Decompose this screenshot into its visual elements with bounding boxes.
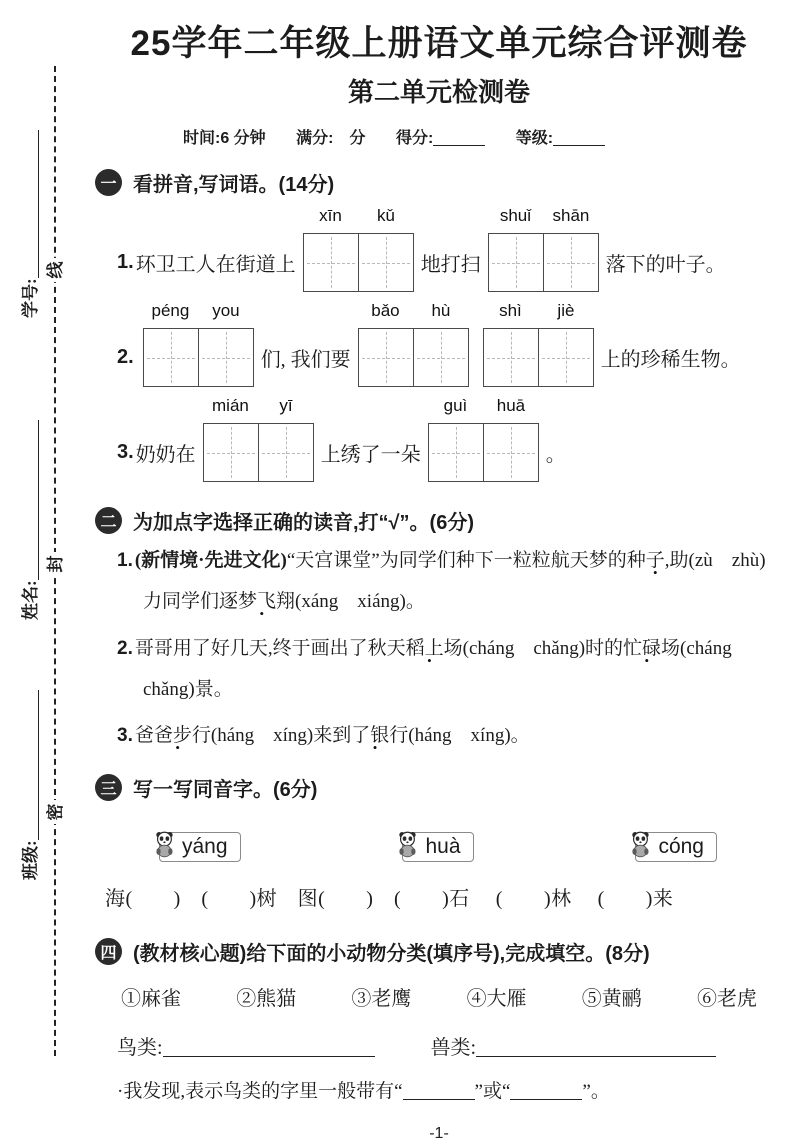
- writing-grid: [143, 301, 254, 387]
- sentence-segment: “天宫课堂”为同学们种下一粒粒航天梦的种子,: [286, 550, 670, 571]
- page-number: -1-: [429, 1125, 449, 1143]
- character-cell[interactable]: [538, 329, 593, 386]
- pinyin-syllable: guì: [443, 396, 468, 415]
- classification-blanks-row: [117, 1031, 783, 1060]
- character-cell[interactable]: [484, 329, 538, 386]
- sentence-text: 上绣了一朵: [320, 444, 421, 466]
- pinyin-tag-label: huà: [425, 835, 461, 859]
- item-number: 3.: [117, 725, 133, 747]
- character-grid: [203, 423, 314, 482]
- discovery-sentence: [117, 1076, 783, 1103]
- test-paper: [95, 0, 783, 1143]
- character-grid: [488, 233, 599, 292]
- discovery-blank-2[interactable]: [510, 1080, 582, 1100]
- writing-grid: [358, 301, 469, 387]
- dotted-character: 场: [443, 637, 463, 659]
- section-2-header: [95, 506, 783, 535]
- pinyin-label-row: [203, 396, 314, 416]
- pinyin-label-row: [143, 301, 254, 321]
- student-name-label: 姓名:: [21, 580, 40, 620]
- writing-grid: [303, 206, 414, 292]
- pinyin-syllable: hù: [431, 301, 451, 320]
- paper-title: 25学年二年级上册语文单元综合评测卷: [130, 24, 748, 63]
- pinyin-syllable: bǎo: [371, 301, 400, 320]
- sentence-segment: (háng xíng)。: [408, 725, 530, 747]
- writing-grid: [488, 206, 599, 292]
- character-cell[interactable]: [258, 424, 313, 481]
- character-cell[interactable]: [359, 329, 413, 386]
- sentence-text: 们, 我们要: [260, 349, 351, 371]
- pronunciation-choice-item: [117, 629, 783, 711]
- section-1-title: 看拼音,写词语。(14分): [133, 174, 335, 196]
- section-1-number-badge: 一: [95, 169, 122, 196]
- sentence-segment: (cháng chǎng)景。: [143, 637, 751, 700]
- character-cell[interactable]: [489, 234, 543, 291]
- pinyin-syllable: shān: [552, 206, 590, 225]
- score-info-line: [183, 125, 783, 148]
- class-blank[interactable]: [21, 690, 39, 840]
- section-2-body: [95, 541, 783, 757]
- character-grid: [483, 328, 594, 387]
- beast-category-blank[interactable]: [476, 1036, 716, 1057]
- class-label: 班级:: [21, 840, 40, 880]
- character-cell[interactable]: [144, 329, 198, 386]
- section-3-title: 写一写同音字。(6分): [133, 779, 318, 802]
- bird-category-label: 鸟类:: [117, 1037, 163, 1060]
- dotted-character: 行: [389, 725, 409, 747]
- pinyin-label-row: [358, 301, 469, 321]
- character-cell[interactable]: [429, 424, 483, 481]
- pinyin-writing-item: [117, 206, 783, 292]
- paper-subtitle: 第二单元检测卷: [347, 77, 530, 107]
- student-id-label: 学号:: [21, 278, 40, 318]
- character-cell[interactable]: [204, 424, 258, 481]
- pinyin-writing-item: [117, 396, 783, 482]
- character-grid: [428, 423, 539, 482]
- pinyin-label-row: [428, 396, 539, 416]
- grade-blank[interactable]: [553, 129, 605, 146]
- panda-icon: [162, 838, 182, 856]
- character-grid: [303, 233, 414, 292]
- discovery-middle: ”或“: [474, 1081, 511, 1103]
- time-label: 时间:6 分钟: [183, 130, 266, 147]
- sentence-segment: 哥哥用了好几天,终于画出了秋天稻上: [134, 637, 444, 659]
- item-number: 2.: [117, 637, 133, 659]
- discovery-suffix: ”。: [582, 1081, 610, 1103]
- pinyin-syllable: xīn: [319, 206, 342, 225]
- character-grid: [358, 328, 469, 387]
- grade-label: 等级:: [515, 130, 554, 147]
- writing-grid: [483, 301, 594, 387]
- pronunciation-choice-item: [117, 716, 783, 757]
- character-cell[interactable]: [543, 234, 598, 291]
- seal-sidebar: [0, 0, 92, 1121]
- student-name-blank[interactable]: [21, 420, 39, 580]
- section-1-header: [95, 168, 783, 197]
- item-number: 1.: [117, 251, 134, 273]
- homophone-answer-line[interactable]: 海( ) ( )树 图( ) ( )石 ( )林 ( )来: [105, 888, 674, 911]
- sentence-text: 环卫工人在街道上: [135, 254, 296, 276]
- panda-icon: [405, 838, 425, 856]
- pinyin-label-row: [488, 206, 599, 226]
- student-id-field: [16, 130, 41, 318]
- seal-char-xian: 线: [44, 258, 68, 282]
- sentence-segment: (xáng xiáng)。: [295, 590, 425, 612]
- section-3-number-badge: 三: [95, 774, 122, 801]
- animal-option: ②熊猫: [236, 988, 297, 1011]
- pinyin-label-row: [483, 301, 594, 321]
- section-4-header: [95, 937, 783, 966]
- pinyin-tag: [635, 832, 717, 862]
- sentence-segment: (zù zhù)力同学们逐梦飞: [143, 550, 766, 612]
- pinyin-syllable: huā: [496, 396, 526, 415]
- section-1-body: [95, 206, 783, 482]
- pinyin-writing-item: [117, 301, 783, 387]
- animal-option: ④大雁: [466, 988, 527, 1011]
- pinyin-label-row: [303, 206, 414, 226]
- item-number: 3.: [117, 441, 134, 463]
- writing-grid: [203, 396, 314, 482]
- pinyin-syllable: jiè: [557, 301, 575, 320]
- character-cell[interactable]: [483, 424, 538, 481]
- dotted-character: 场: [661, 637, 681, 659]
- sentence-text: 奶奶在: [135, 444, 196, 466]
- item-number: 1.: [117, 550, 133, 571]
- seal-char-feng: 封: [44, 552, 68, 576]
- animal-option: ⑤黄鹂: [581, 988, 642, 1011]
- section-3-header: [95, 773, 783, 802]
- sentence-text: 地打扫: [420, 254, 481, 276]
- item-number: 2.: [117, 346, 134, 368]
- bird-category-blank[interactable]: [163, 1036, 375, 1057]
- pinyin-syllable: you: [212, 301, 240, 320]
- section-2-number-badge: 二: [95, 507, 122, 534]
- character-cell[interactable]: [304, 234, 358, 291]
- pinyin-tag: [402, 832, 473, 862]
- sentence-text: 上的珍稀生物。: [600, 349, 741, 371]
- discovery-blank-1[interactable]: [403, 1080, 475, 1100]
- pinyin-syllable: kǔ: [376, 206, 395, 225]
- sentence-segment: (háng xíng)来到了银: [210, 725, 390, 747]
- dotted-character: 行: [191, 725, 211, 747]
- animal-option: ①麻雀: [121, 988, 181, 1011]
- pinyin-tag: [159, 832, 241, 862]
- pinyin-tag-label: cóng: [658, 835, 704, 859]
- pinyin-syllable: shuǐ: [499, 206, 532, 225]
- animal-option: ⑥老虎: [696, 988, 757, 1011]
- score-blank[interactable]: [433, 129, 485, 146]
- dotted-character: 助: [669, 550, 689, 571]
- pinyin-syllable: péng: [151, 301, 190, 320]
- animal-options-row: [121, 982, 757, 1011]
- character-grid: [143, 328, 254, 387]
- section-2-title: 为加点字选择正确的读音,打“√”。(6分): [133, 512, 474, 534]
- panda-icon: [638, 838, 658, 856]
- pinyin-tag-label: yáng: [182, 835, 228, 859]
- discovery-prefix: ·我发现,表示鸟类的字里一般带有“: [117, 1081, 403, 1103]
- animal-option: ③老鹰: [351, 988, 412, 1011]
- student-id-blank[interactable]: [21, 130, 39, 278]
- score-label: 得分:: [395, 130, 434, 147]
- sentence-segment: (cháng chǎng)时的忙碌: [462, 637, 662, 659]
- full-score-label: 满分: 分: [296, 130, 366, 147]
- section-4-number-badge: 四: [95, 938, 122, 965]
- section-4-title: (教材核心题)给下面的小动物分类(填序号),完成填空。(8分): [133, 943, 650, 966]
- sentence-segment: (新情境·先进文化): [134, 550, 287, 571]
- class-field: [16, 690, 41, 880]
- homophone-pinyin-tags: [159, 832, 717, 862]
- sentence-segment: 爸爸步: [134, 725, 192, 747]
- sentence-text: 。: [545, 444, 566, 466]
- character-cell[interactable]: [198, 329, 253, 386]
- beast-category-label: 兽类:: [430, 1037, 477, 1060]
- pinyin-syllable: yī: [279, 396, 293, 415]
- character-cell[interactable]: [358, 234, 413, 291]
- character-cell[interactable]: [413, 329, 468, 386]
- pinyin-syllable: mián: [212, 396, 249, 415]
- seal-char-mi: 密: [44, 800, 68, 824]
- pronunciation-choice-item: [117, 541, 783, 623]
- pinyin-syllable: shì: [499, 301, 522, 320]
- sentence-text: 落下的叶子。: [605, 254, 726, 276]
- dotted-character: 翔: [276, 590, 296, 612]
- student-name-field: [16, 420, 41, 620]
- writing-grid: [428, 396, 539, 482]
